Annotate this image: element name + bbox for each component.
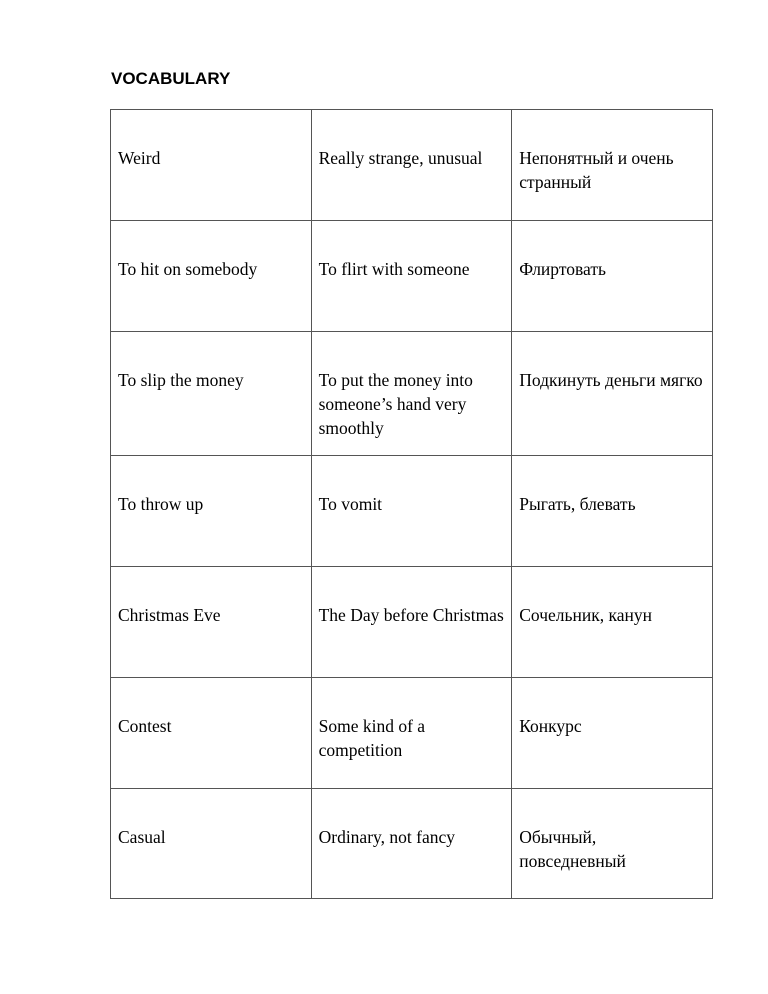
term-cell: To slip the money: [111, 332, 312, 456]
term-cell: Contest: [111, 678, 312, 789]
term-cell: To hit on somebody: [111, 221, 312, 332]
term-cell: Weird: [111, 110, 312, 221]
term-cell: Casual: [111, 789, 312, 899]
table-row: [111, 567, 713, 678]
translation-cell: Флиртовать: [512, 221, 713, 332]
definition-cell: To flirt with someone: [311, 221, 512, 332]
translation-cell: Конкурс: [512, 678, 713, 789]
table-row: [111, 456, 713, 567]
table-row: [111, 332, 713, 456]
translation-cell: Обычный, повседневный: [512, 789, 713, 899]
page-title: VOCABULARY: [111, 69, 231, 88]
definition-cell: To put the money into someone’s hand very smoothly: [311, 332, 512, 456]
term-cell: Christmas Eve: [111, 567, 312, 678]
definition-cell: Some kind of a competition: [311, 678, 512, 789]
table-row: [111, 110, 713, 221]
translation-cell: Рыгать, блевать: [512, 456, 713, 567]
table-row: [111, 678, 713, 789]
vocabulary-table: [110, 109, 713, 899]
translation-cell: Сочельник, канун: [512, 567, 713, 678]
translation-cell: Подкинуть деньги мягко: [512, 332, 713, 456]
definition-cell: Really strange, unusual: [311, 110, 512, 221]
term-cell: To throw up: [111, 456, 312, 567]
table-row: [111, 221, 713, 332]
definition-cell: To vomit: [311, 456, 512, 567]
definition-cell: Ordinary, not fancy: [311, 789, 512, 899]
definition-cell: The Day before Christmas: [311, 567, 512, 678]
translation-cell: Непонятный и очень странный: [512, 110, 713, 221]
table-row: [111, 789, 713, 899]
